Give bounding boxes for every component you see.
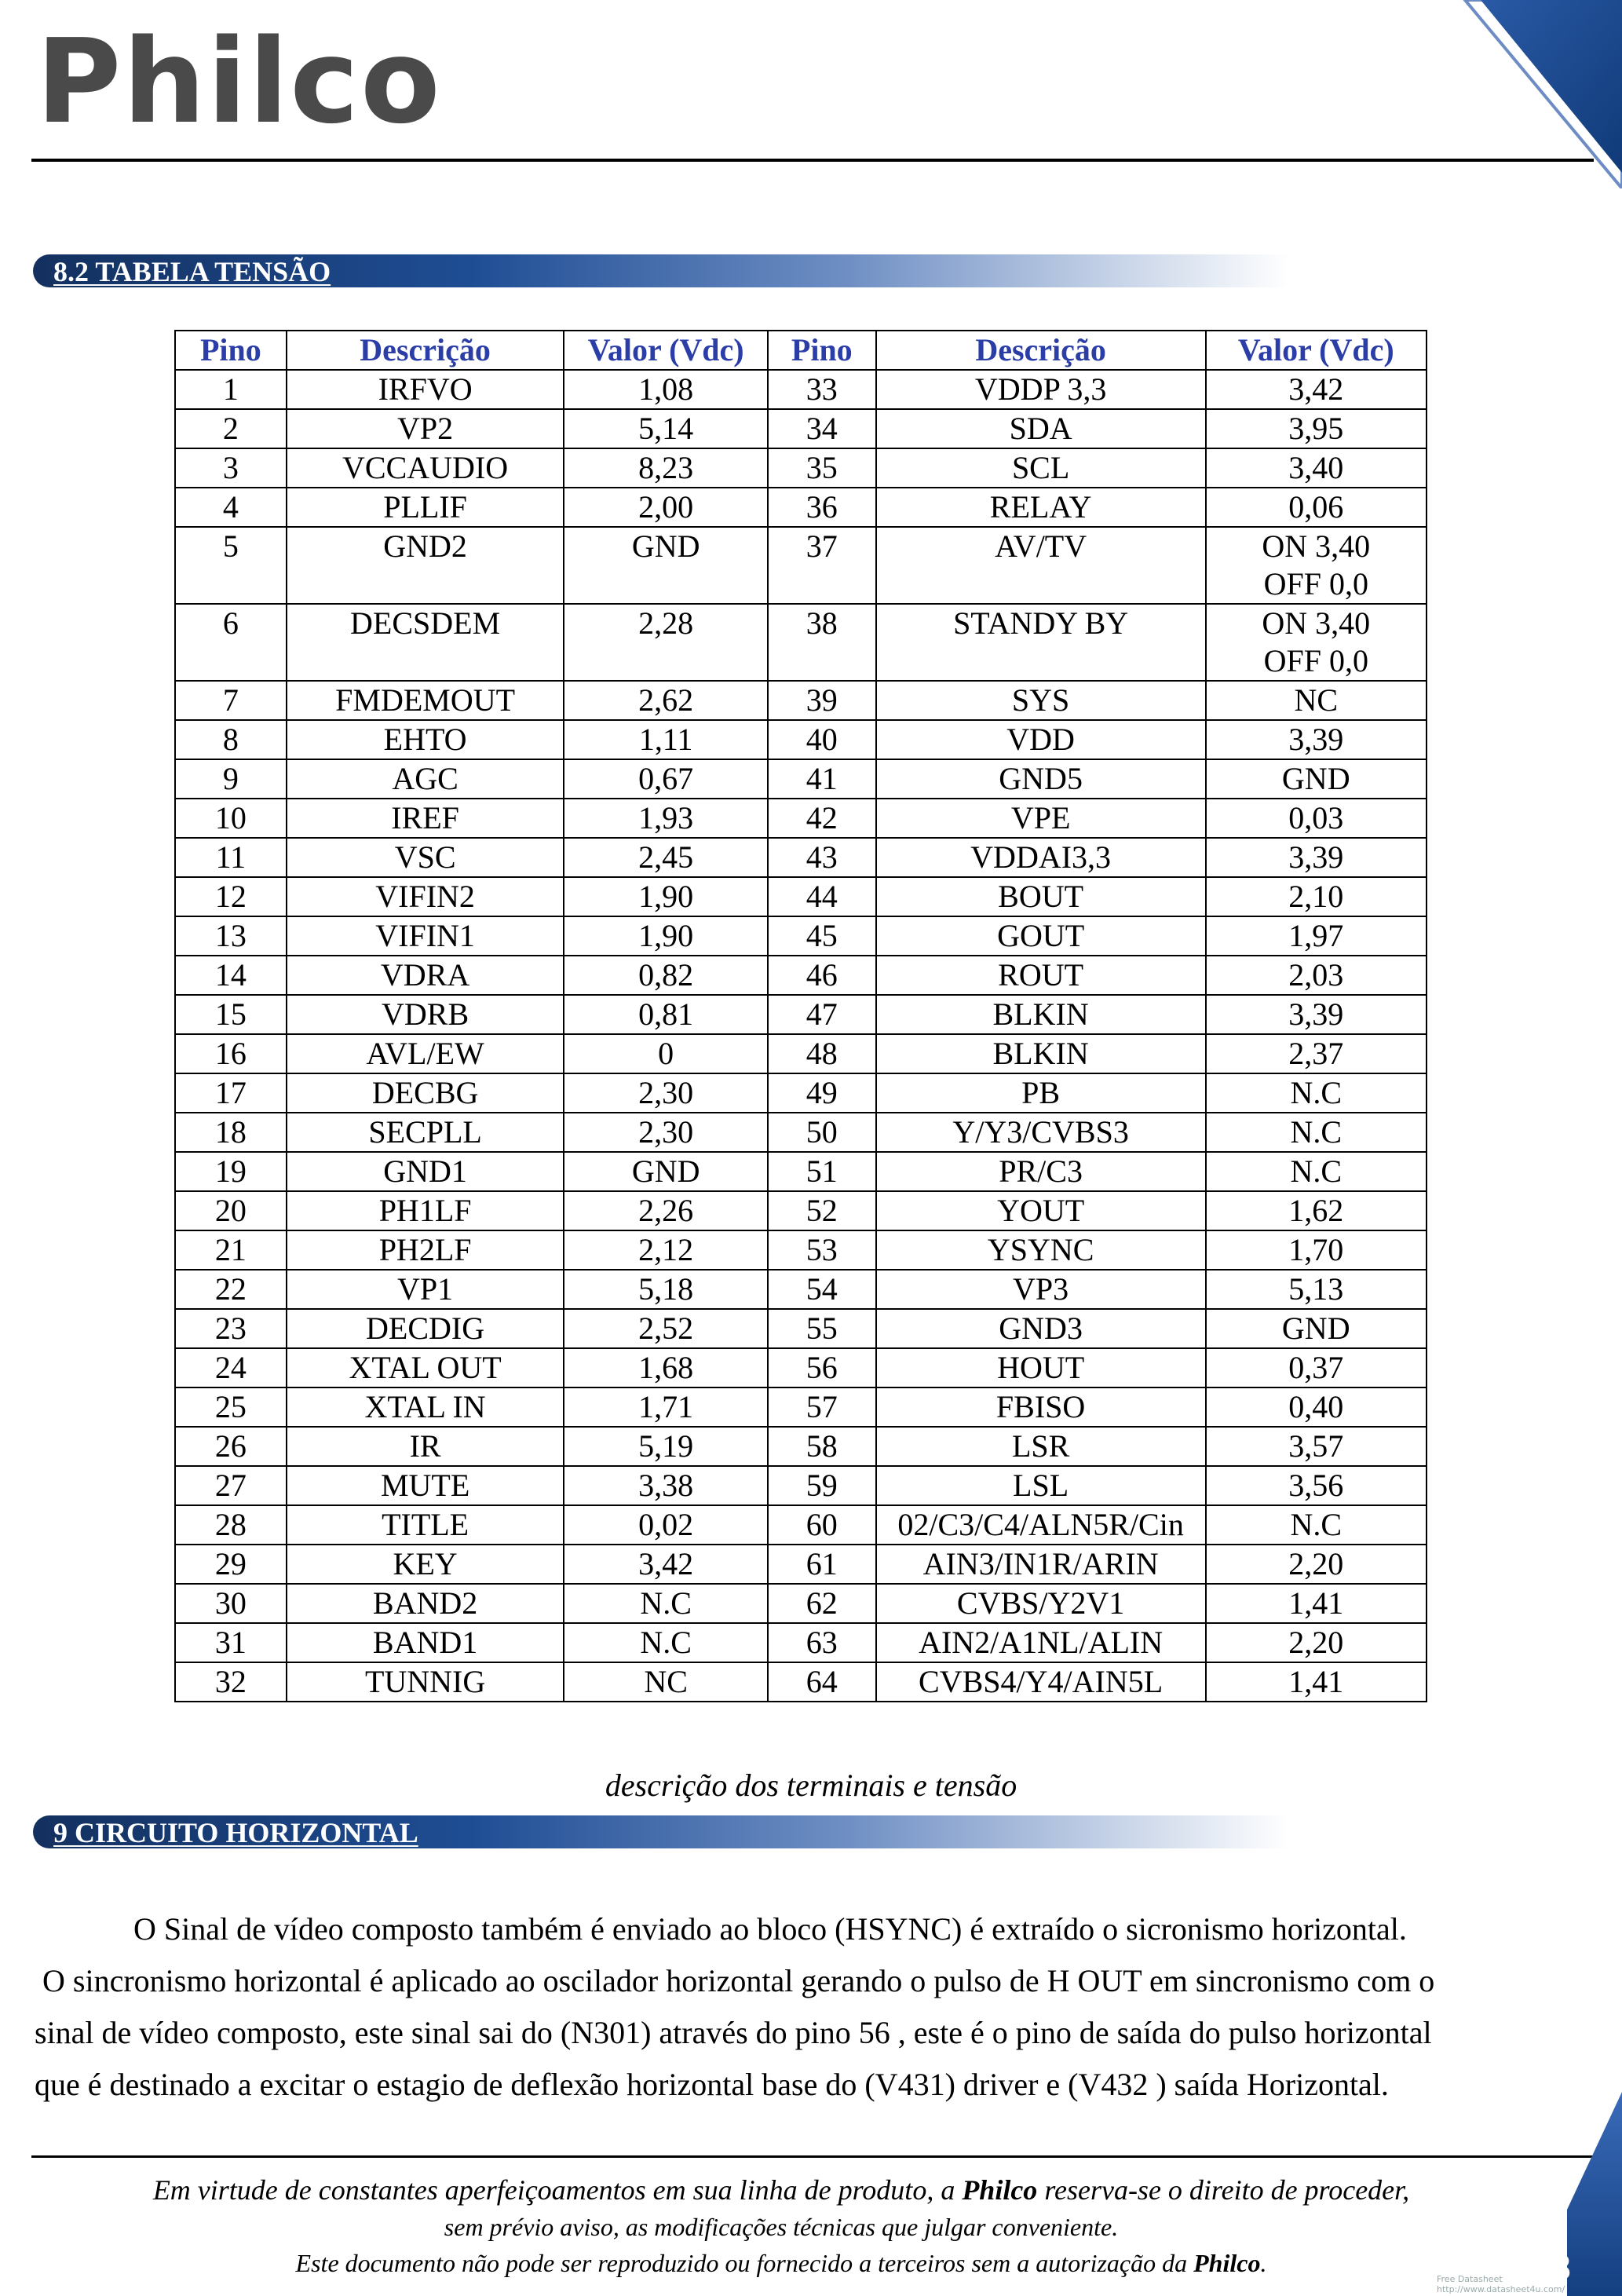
table-row	[175, 409, 1427, 448]
pin-description: BOUT	[876, 877, 1206, 916]
pin-description: VDD	[876, 720, 1206, 759]
pin-number: 42	[768, 799, 876, 838]
pin-number: 35	[768, 448, 876, 488]
pin-voltage: 3,39	[1206, 995, 1427, 1034]
table-row	[175, 448, 1427, 488]
pin-voltage: 5,14	[564, 409, 767, 448]
pin-description: VDDAI3,3	[876, 838, 1206, 877]
pin-voltage: 0,03	[1206, 799, 1427, 838]
pin-description: CVBS/Y2V1	[876, 1584, 1206, 1623]
table-row	[175, 1623, 1427, 1662]
pin-voltage: 2,00	[564, 488, 767, 527]
table-row	[175, 995, 1427, 1034]
pin-voltage: 2,30	[564, 1113, 767, 1152]
pin-description: Y/Y3/CVBS3	[876, 1113, 1206, 1152]
pin-number: 23	[175, 1309, 287, 1348]
pin-description: AIN3/IN1R/ARIN	[876, 1545, 1206, 1584]
table-row	[175, 877, 1427, 916]
pin-number: 6	[175, 604, 287, 681]
pin-description: DECDIG	[287, 1309, 564, 1348]
pin-description: PLLIF	[287, 488, 564, 527]
pin-voltage: 2,30	[564, 1073, 767, 1113]
table-row	[175, 838, 1427, 877]
table-row	[175, 1427, 1427, 1466]
pin-number: 36	[768, 488, 876, 527]
pin-number: 29	[175, 1545, 287, 1584]
pin-voltage: 2,03	[1206, 956, 1427, 995]
pin-number: 64	[768, 1662, 876, 1702]
pin-number: 40	[768, 720, 876, 759]
pin-description: TUNNIG	[287, 1662, 564, 1702]
pin-number: 61	[768, 1545, 876, 1584]
pin-number: 25	[175, 1387, 287, 1427]
pin-description: CVBS4/Y4/AIN5L	[876, 1662, 1206, 1702]
table-row	[175, 1387, 1427, 1427]
pin-number: 26	[175, 1427, 287, 1466]
pin-number: 15	[175, 995, 287, 1034]
pin-voltage: 2,12	[564, 1230, 767, 1270]
pin-number: 56	[768, 1348, 876, 1387]
pin-number: 33	[768, 370, 876, 409]
table-row	[175, 1584, 1427, 1623]
pin-description: SDA	[876, 409, 1206, 448]
pin-voltage: 2,52	[564, 1309, 767, 1348]
pin-description: EHTO	[287, 720, 564, 759]
watermark-text: Free Datasheet http://www.datasheet4u.com/	[1437, 2274, 1565, 2294]
pin-description: PB	[876, 1073, 1206, 1113]
philco-logo: Philco	[36, 14, 442, 149]
table-body	[175, 370, 1427, 1702]
pin-description: VPE	[876, 799, 1206, 838]
section-heading-8-2	[33, 254, 1289, 287]
table-row	[175, 1073, 1427, 1113]
footer-line-1	[0, 2174, 1562, 2206]
pin-voltage: 2,20	[1206, 1623, 1427, 1662]
pin-description: FBISO	[876, 1387, 1206, 1427]
section-title: 8.2 TABELA TENSÃO	[53, 256, 331, 287]
header-pino: Pino	[175, 331, 287, 370]
pin-description: VDDP 3,3	[876, 370, 1206, 409]
pin-voltage: GND	[1206, 1309, 1427, 1348]
table-row	[175, 1152, 1427, 1191]
pin-voltage: 1,97	[1206, 916, 1427, 956]
pin-voltage: 3,95	[1206, 409, 1427, 448]
pin-number: 41	[768, 759, 876, 799]
table-row	[175, 1034, 1427, 1073]
pin-description: AIN2/A1NL/ALIN	[876, 1623, 1206, 1662]
paragraph-line: O sincronismo horizontal é aplicado ao oscilador horizontal gerando o pulso de H OUT em sincronismo com o	[42, 1963, 1435, 1998]
pin-description: TITLE	[287, 1505, 564, 1545]
table-row	[175, 681, 1427, 720]
pin-number: 16	[175, 1034, 287, 1073]
table-row	[175, 1191, 1427, 1230]
footer-text: Este documento não pode ser reproduzido ou fornecido a terceiros sem a autorização da	[295, 2249, 1194, 2277]
pin-voltage: 1,71	[564, 1387, 767, 1427]
pin-number: 54	[768, 1270, 876, 1309]
pin-description: VDRB	[287, 995, 564, 1034]
pin-voltage: 0,67	[564, 759, 767, 799]
section-heading-9	[33, 1815, 1289, 1848]
pin-description: RELAY	[876, 488, 1206, 527]
pin-description: BLKIN	[876, 995, 1206, 1034]
pin-description: GND2	[287, 527, 564, 604]
pin-voltage: 2,28	[564, 604, 767, 681]
pin-voltage: NC	[1206, 681, 1427, 720]
pin-number: 1	[175, 370, 287, 409]
pin-number: 48	[768, 1034, 876, 1073]
pin-description: VP3	[876, 1270, 1206, 1309]
pin-voltage: GND	[1206, 759, 1427, 799]
pin-voltage: 3,39	[1206, 720, 1427, 759]
pin-number: 28	[175, 1505, 287, 1545]
pin-description: LSL	[876, 1466, 1206, 1505]
pin-number: 13	[175, 916, 287, 956]
header-valor: Valor (Vdc)	[1206, 331, 1427, 370]
pin-number: 24	[175, 1348, 287, 1387]
pin-voltage: GND	[564, 1152, 767, 1191]
pin-description: DECBG	[287, 1073, 564, 1113]
pin-voltage: 2,62	[564, 681, 767, 720]
pin-number: 12	[175, 877, 287, 916]
table-row	[175, 1505, 1427, 1545]
paragraph-line: O Sinal de vídeo composto também é enviado ao bloco (HSYNC) é extraído o sicronismo horizontal.	[133, 1911, 1407, 1947]
pin-description: LSR	[876, 1427, 1206, 1466]
pin-voltage: 1,93	[564, 799, 767, 838]
pin-description: BAND1	[287, 1623, 564, 1662]
pin-voltage: N.C	[564, 1584, 767, 1623]
pin-number: 45	[768, 916, 876, 956]
pin-description: IR	[287, 1427, 564, 1466]
pin-number: 57	[768, 1387, 876, 1427]
footer-text: Em virtude de constantes aperfeiçoamentos em sua linha de produto, a	[152, 2174, 963, 2206]
pin-voltage: 1,11	[564, 720, 767, 759]
pin-number: 19	[175, 1152, 287, 1191]
pin-description: KEY	[287, 1545, 564, 1584]
pin-voltage: 5,18	[564, 1270, 767, 1309]
pin-number: 47	[768, 995, 876, 1034]
pin-number: 50	[768, 1113, 876, 1152]
pin-voltage: 2,26	[564, 1191, 767, 1230]
pin-description: VP2	[287, 409, 564, 448]
pin-number: 7	[175, 681, 287, 720]
pin-voltage: 5,13	[1206, 1270, 1427, 1309]
pin-number: 39	[768, 681, 876, 720]
pin-voltage: GND	[564, 527, 767, 604]
circuit-description	[35, 1903, 1589, 2111]
pin-description: AV/TV	[876, 527, 1206, 604]
pin-number: 38	[768, 604, 876, 681]
table-row	[175, 1270, 1427, 1309]
pin-voltage: ON 3,40 OFF 0,0	[1206, 604, 1427, 681]
pin-number: 31	[175, 1623, 287, 1662]
footer-line-3	[0, 2249, 1562, 2278]
pin-voltage: 3,57	[1206, 1427, 1427, 1466]
table-row	[175, 799, 1427, 838]
pin-description: VIFIN1	[287, 916, 564, 956]
pin-number: 49	[768, 1073, 876, 1113]
pin-description: VIFIN2	[287, 877, 564, 916]
pin-number: 27	[175, 1466, 287, 1505]
pin-description: SYS	[876, 681, 1206, 720]
table-row	[175, 1545, 1427, 1584]
pin-voltage: 0,06	[1206, 488, 1427, 527]
pin-number: 52	[768, 1191, 876, 1230]
pin-description: GND5	[876, 759, 1206, 799]
table-row	[175, 604, 1427, 681]
pin-number: 21	[175, 1230, 287, 1270]
header-valor: Valor (Vdc)	[564, 331, 767, 370]
pin-description: 02/C3/C4/ALN5R/Cin	[876, 1505, 1206, 1545]
pin-voltage: 3,38	[564, 1466, 767, 1505]
table-row	[175, 759, 1427, 799]
table-row	[175, 1309, 1427, 1348]
footer-brand: Philco	[1193, 2249, 1261, 2277]
pin-description: IRFVO	[287, 370, 564, 409]
voltage-table	[174, 330, 1427, 1702]
pin-voltage: ON 3,40 OFF 0,0	[1206, 527, 1427, 604]
pin-description: GND1	[287, 1152, 564, 1191]
pin-voltage: 3,56	[1206, 1466, 1427, 1505]
pin-number: 62	[768, 1584, 876, 1623]
pin-description: VP1	[287, 1270, 564, 1309]
pin-description: XTAL OUT	[287, 1348, 564, 1387]
pin-description: SCL	[876, 448, 1206, 488]
table-caption: descrição dos terminais e tensão	[605, 1768, 1017, 1803]
pin-number: 9	[175, 759, 287, 799]
footer-line-2: sem prévio aviso, as modificações técnicas que julgar conveniente.	[444, 2213, 1119, 2241]
pin-number: 58	[768, 1427, 876, 1466]
table-row	[175, 1466, 1427, 1505]
pin-voltage: 8,23	[564, 448, 767, 488]
pin-voltage: 0	[564, 1034, 767, 1073]
footer-brand: Philco	[962, 2174, 1038, 2206]
pin-voltage: 1,62	[1206, 1191, 1427, 1230]
pin-description: SECPLL	[287, 1113, 564, 1152]
pin-voltage: NC	[564, 1662, 767, 1702]
pin-voltage: 1,70	[1206, 1230, 1427, 1270]
pin-description: BLKIN	[876, 1034, 1206, 1073]
pin-description: STANDY BY	[876, 604, 1206, 681]
table-header-row	[175, 331, 1427, 370]
pin-description: PH1LF	[287, 1191, 564, 1230]
pin-voltage: 1,08	[564, 370, 767, 409]
pin-number: 22	[175, 1270, 287, 1309]
pin-number: 30	[175, 1584, 287, 1623]
pin-number: 44	[768, 877, 876, 916]
pin-voltage: 3,42	[564, 1545, 767, 1584]
footer-text: reserva-se o direito de proceder,	[1037, 2174, 1410, 2206]
pin-voltage: 0,02	[564, 1505, 767, 1545]
pin-voltage: 3,42	[1206, 370, 1427, 409]
pin-description: GND3	[876, 1309, 1206, 1348]
table-row	[175, 916, 1427, 956]
pin-voltage: N.C	[564, 1623, 767, 1662]
pin-description: PR/C3	[876, 1152, 1206, 1191]
pin-description: VCCAUDIO	[287, 448, 564, 488]
pin-description: VDRA	[287, 956, 564, 995]
pin-voltage: 1,41	[1206, 1584, 1427, 1623]
pin-number: 18	[175, 1113, 287, 1152]
pin-number: 46	[768, 956, 876, 995]
pin-number: 3	[175, 448, 287, 488]
pin-number: 10	[175, 799, 287, 838]
pin-description: IREF	[287, 799, 564, 838]
header-descricao: Descrição	[876, 331, 1206, 370]
pin-number: 4	[175, 488, 287, 527]
pin-voltage: 0,82	[564, 956, 767, 995]
corner-decoration-bottom	[1567, 2092, 1622, 2296]
pin-number: 32	[175, 1662, 287, 1702]
pin-voltage: 0,37	[1206, 1348, 1427, 1387]
section-title: 9 CIRCUITO HORIZONTAL	[53, 1817, 418, 1848]
pin-voltage: 0,40	[1206, 1387, 1427, 1427]
pin-number: 43	[768, 838, 876, 877]
table-row	[175, 720, 1427, 759]
pin-number: 20	[175, 1191, 287, 1230]
pin-description: FMDEMOUT	[287, 681, 564, 720]
pin-number: 37	[768, 527, 876, 604]
pin-description: GOUT	[876, 916, 1206, 956]
pin-number: 59	[768, 1466, 876, 1505]
pin-number: 51	[768, 1152, 876, 1191]
table-row	[175, 1348, 1427, 1387]
pin-description: ROUT	[876, 956, 1206, 995]
table-row	[175, 370, 1427, 409]
pin-voltage: 3,39	[1206, 838, 1427, 877]
header-pino: Pino	[768, 331, 876, 370]
pin-number: 55	[768, 1309, 876, 1348]
pin-number: 2	[175, 409, 287, 448]
pin-voltage: 3,40	[1206, 448, 1427, 488]
pin-number: 11	[175, 838, 287, 877]
pin-description: YOUT	[876, 1191, 1206, 1230]
table-row	[175, 527, 1427, 604]
pin-number: 60	[768, 1505, 876, 1545]
pin-voltage: 5,19	[564, 1427, 767, 1466]
pin-description: BAND2	[287, 1584, 564, 1623]
pin-voltage: N.C	[1206, 1505, 1427, 1545]
pin-number: 17	[175, 1073, 287, 1113]
pin-description: PH2LF	[287, 1230, 564, 1270]
pin-number: 34	[768, 409, 876, 448]
pin-voltage: 1,68	[564, 1348, 767, 1387]
pin-description: AVL/EW	[287, 1034, 564, 1073]
header-rule	[31, 159, 1594, 162]
pin-description: MUTE	[287, 1466, 564, 1505]
header-descricao: Descrição	[287, 331, 564, 370]
pin-number: 53	[768, 1230, 876, 1270]
table-row	[175, 1662, 1427, 1702]
table-row	[175, 1113, 1427, 1152]
pin-voltage: 2,20	[1206, 1545, 1427, 1584]
pin-voltage: 1,90	[564, 877, 767, 916]
pin-description: DECSDEM	[287, 604, 564, 681]
pin-voltage: 2,10	[1206, 877, 1427, 916]
pin-voltage: N.C	[1206, 1073, 1427, 1113]
table-row	[175, 1230, 1427, 1270]
pin-number: 63	[768, 1623, 876, 1662]
pin-description: AGC	[287, 759, 564, 799]
pin-description: YSYNC	[876, 1230, 1206, 1270]
pin-voltage: 2,45	[564, 838, 767, 877]
pin-voltage: 1,41	[1206, 1662, 1427, 1702]
page-number: 8	[1553, 2247, 1571, 2287]
pin-description: HOUT	[876, 1348, 1206, 1387]
pin-number: 14	[175, 956, 287, 995]
paragraph-line: sinal de vídeo composto, este sinal sai do (N301) através do pino 56 , este é o pino de saída do pulso horizontal	[35, 2015, 1432, 2050]
footer-rule	[31, 2155, 1594, 2158]
pin-voltage: N.C	[1206, 1113, 1427, 1152]
pin-voltage: N.C	[1206, 1152, 1427, 1191]
pin-voltage: 0,81	[564, 995, 767, 1034]
pin-voltage: 1,90	[564, 916, 767, 956]
footer-text: .	[1260, 2249, 1267, 2277]
pin-description: XTAL IN	[287, 1387, 564, 1427]
table-row	[175, 956, 1427, 995]
table-row	[175, 488, 1427, 527]
pin-description: VSC	[287, 838, 564, 877]
pin-number: 8	[175, 720, 287, 759]
pin-voltage: 2,37	[1206, 1034, 1427, 1073]
pin-number: 5	[175, 527, 287, 604]
paragraph-line: que é destinado a excitar o estagio de deflexão horizontal base do (V431) driver e (V432 ) saída Horizontal.	[35, 2067, 1389, 2102]
